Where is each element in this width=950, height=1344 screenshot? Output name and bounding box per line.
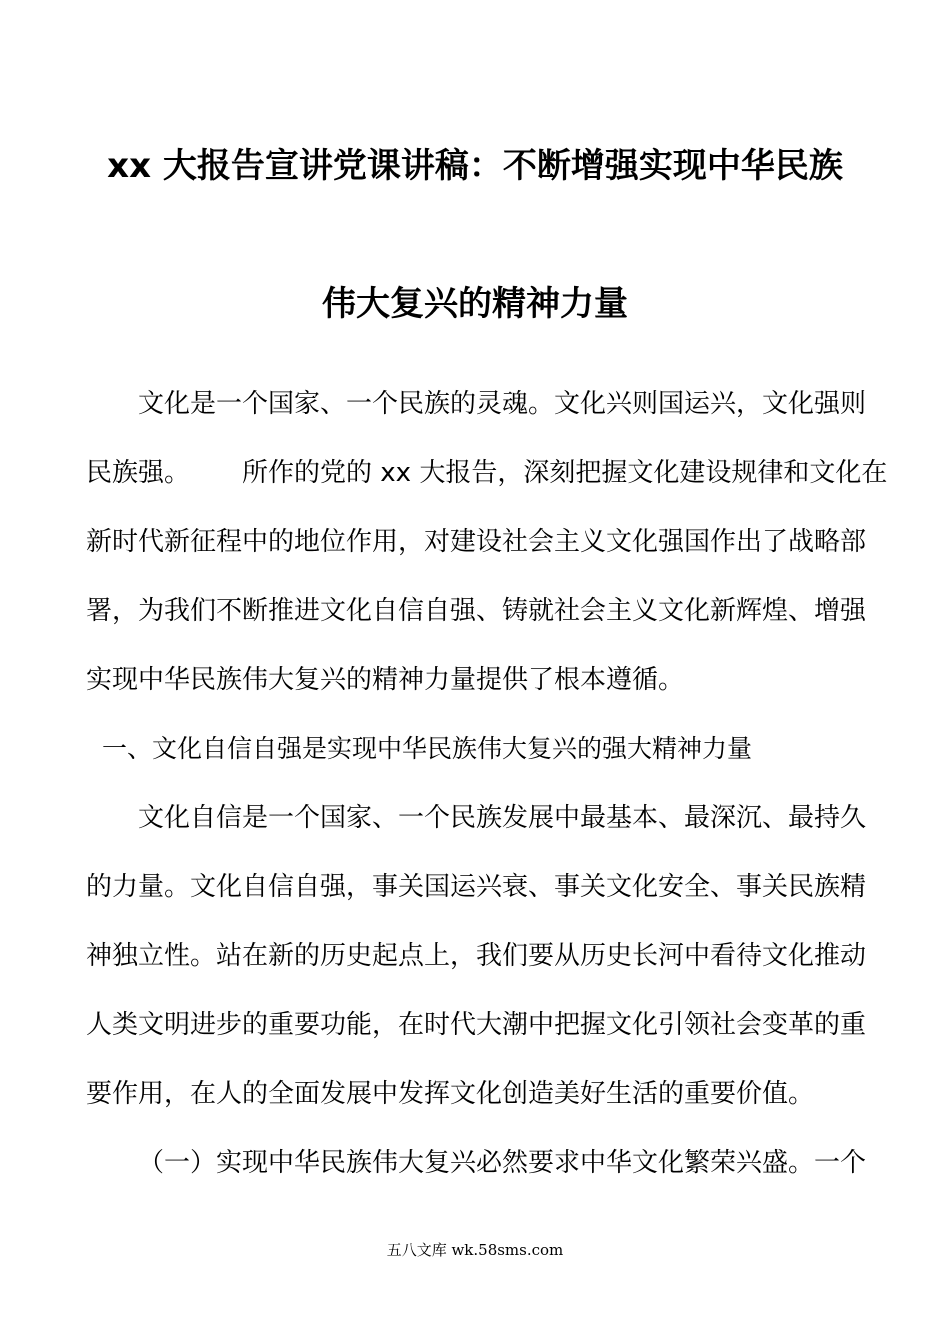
body-line-5: 实现中华民族伟大复兴的精神力量提供了根本遵循。 — [86, 665, 685, 695]
body-line-2 — [86, 455, 887, 491]
footer-watermark: 五八文库 wk.58sms.com — [386, 1241, 564, 1259]
body-line-1: 文化是一个国家、一个民族的灵魂。文化兴则国运兴，文化强则 — [138, 389, 867, 419]
body-line-3: 新时代新征程中的地位作用，对建设社会主义文化强国作出了战略部 — [86, 527, 867, 557]
body-line-6: 文化自信是一个国家、一个民族发展中最基本、最深沉、最持久 — [138, 803, 867, 833]
document-title-line-2: 伟大复兴的精神力量 — [322, 284, 628, 324]
section-heading-1: 一、文化自信自强是实现中华民族伟大复兴的强大精神力量 — [102, 734, 753, 763]
body-line-7: 的力量。文化自信自强，事关国运兴衰、事关文化安全、事关民族精 — [86, 872, 867, 902]
body-line-10: 要作用，在人的全面发展中发挥文化创造美好生活的重要价值。 — [86, 1079, 815, 1109]
body-line-8: 神独立性。站在新的历史起点上，我们要从历史长河中看待文化推动 — [86, 941, 867, 971]
body-line-2-part-a: 民族强。 — [86, 458, 191, 488]
body-line-9: 人类文明进步的重要功能，在时代大潮中把握文化引领社会变革的重 — [86, 1010, 867, 1040]
body-line-2-part-b: 所作的党的 xx 大报告，深刻把握文化建设规律和文化在 — [242, 458, 888, 488]
document-title-line-1: xx 大报告宣讲党课讲稿：不断增强实现中华民族 — [107, 146, 843, 186]
body-line-4: 署，为我们不断推进文化自信自强、铸就社会主义文化新辉煌、增强 — [86, 596, 867, 626]
subsection-line-1: （一）实现中华民族伟大复兴必然要求中华文化繁荣兴盛。一个 — [138, 1148, 867, 1178]
